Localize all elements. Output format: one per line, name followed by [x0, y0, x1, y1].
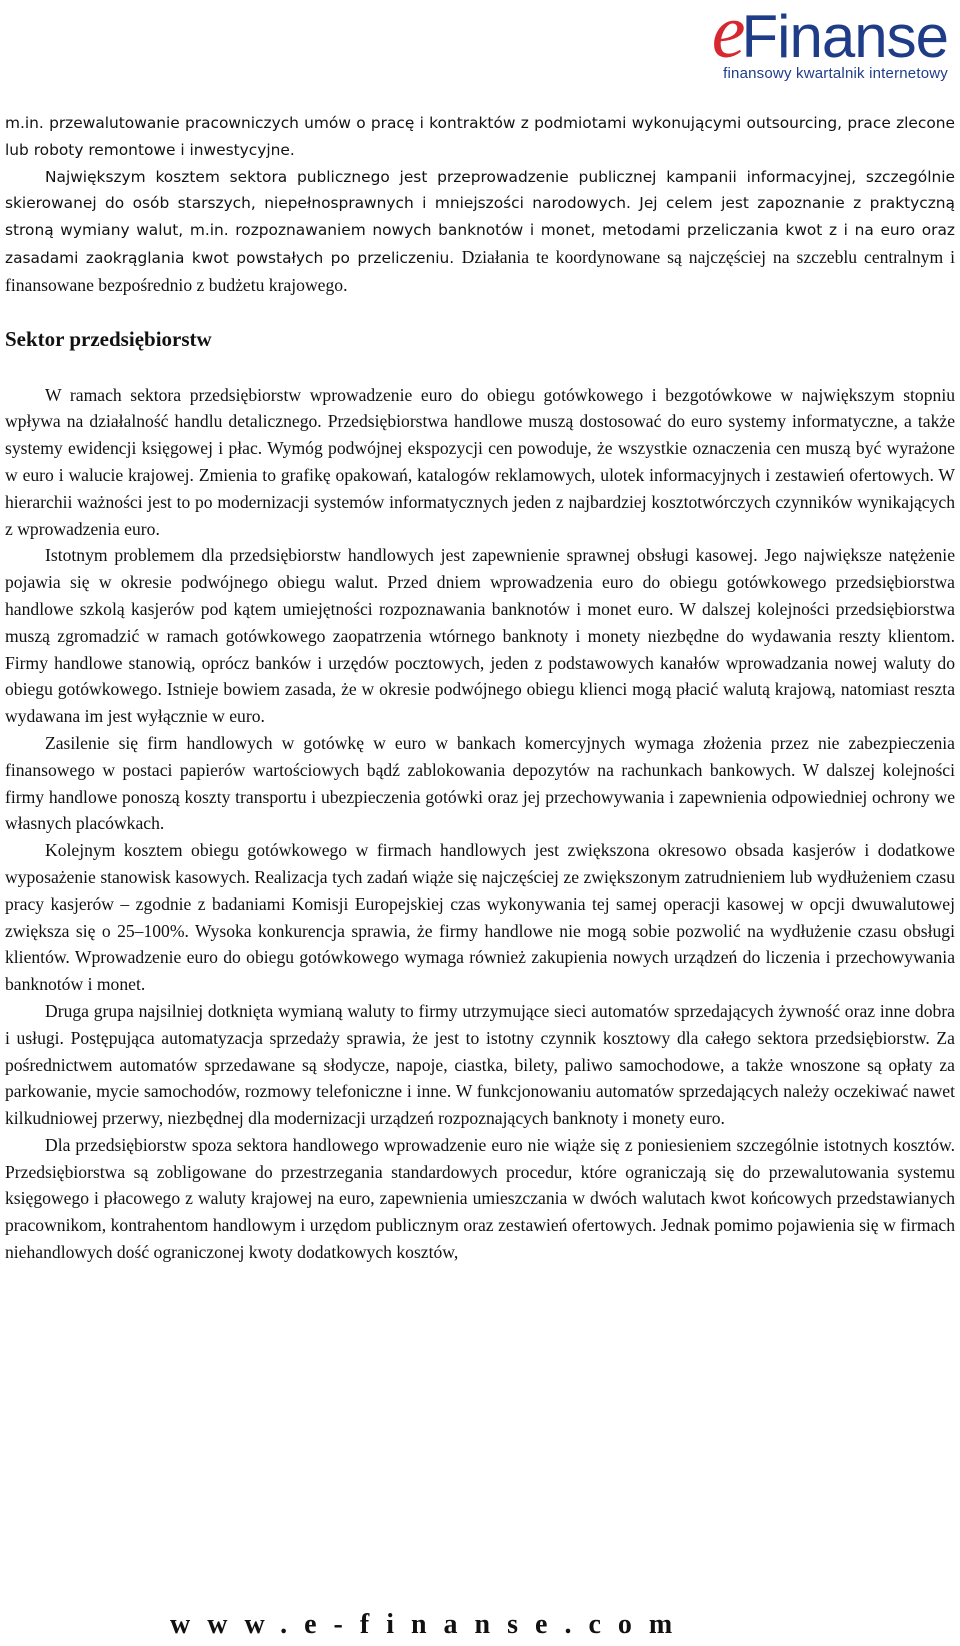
section-title: Sektor przedsiębiorstw: [5, 326, 212, 351]
section-paragraph-6: Dla przedsiębiorstw spoza sektora handlowego wprowadzenie euro nie wiąże się z poniesieniem szczególnie istotnych kosztów. Przedsiębiorstwa są zobligowane do przestrzegania standardowych procedur, które ograniczają się do przewalutowania systemu księgowego i płacowego z waluty krajowej na euro, zapewnienia umieszczania w dwóch walutach kwot końcowych przedstawianych pracownikom, kontrahentom handlowym i urzędom publicznym oraz zestawień ofertowych. Jednak pomimo pojawienia się w firmach niehandlowych dość ograniczonej kwoty dodatkowych kosztów,: [5, 1134, 955, 1263]
paragraph-public-sector-cost: [5, 164, 955, 300]
paragraph-continuation: m.in. przewalutowanie pracowniczych umów o pracę i kontraktów z podmiotami wykonującymi outsourcing, prace zlecone lub roboty remontowe i inwestycyjne.: [5, 114, 955, 159]
logo-tagline: finansowy kwartalnik internetowy: [723, 65, 948, 82]
section-paragraph-2: Istotnym problemem dla przedsiębiorstw handlowych jest zapewnienie sprawnej obsługi kasowej. Jego największe natężenie pojawia się w okresie podwójnego obiegu walut. Przed dniem wprowadzenia euro do obiegu gotówkowego przedsiębiorstwa handlowe szkolą kasjerów pod kątem umiejętności rozpoznawania banknotów i monet euro. W dalszej kolejności przedsiębiorstwa muszą zgromadzić w ramach gotówkowego zaopatrzenia wtórnego banknoty i monety niezbędne do wydawania reszty klientom. Firmy handlowe stanowią, oprócz banków i urzędów pocztowych, jeden z podstawowych kanałów wprowadzania nowej waluty do obiegu gotówkowego. Istnieje bowiem zasada, że w okresie podwójnego obiegu klienci mogą płacić walutą krajową, natomiast reszta wydawana im jest wyłącznie w euro.: [5, 545, 955, 727]
document-body: [5, 110, 955, 1266]
paragraph-public-sector-tail: Działania te koordynowane są najczęściej na szczeblu centralnym i finansowane bezpośrednio z budżetu krajowego.: [5, 246, 955, 295]
section-paragraph-3: Zasilenie się firm handlowych w gotówkę w euro w bankach komercyjnych wymaga złożenia przez nie zabezpieczenia finansowego w postaci papierów wartościowych bądź zablokowania depozytów na rachunkach bankowych. W dalszej kolejności firmy handlowe ponoszą koszty transportu i ubezpieczenia gotówki oraz jej przechowywania i zapewnienia odpowiedniej ochrony we własnych placówkach.: [5, 732, 955, 834]
logo-e-letter: e: [711, 0, 745, 74]
efinanse-logo: [689, 0, 954, 90]
paragraph-public-sector-text: Największym kosztem sektora publicznego jest przeprowadzenie publicznej kampanii informacyjnej, szczególnie skierowanej do osób starszych, niepełnosprawnych i mniejszości narodowych. Jej celem jest zapoznanie z praktyczną stroną wymiany walut, m.in. rozpoznawaniem nowych banknotów i monet, metodami przeliczania kwot z i na euro oraz zasadami zaokrąglania kwot powstałych po przeliczeniu.: [5, 167, 955, 267]
logo-finanse-text: Finanse: [741, 3, 948, 70]
section-paragraph-1: W ramach sektora przedsiębiorstw wprowadzenie euro do obiegu gotówkowego i bezgotówkowe w największym stopniu wpływa na działalność handlu detalicznego. Przedsiębiorstwa handlowe muszą dostosować do euro systemy informatyczne, a także systemy ewidencji księgowej i płac. Wymóg podwójnej ekspozycji cen powoduje, że wszystkie oznaczenia cen muszą być wyrażone w euro i walucie krajowej. Zmienia to grafikę opakowań, katalogów reklamowych, ulotek informacyjnych i zestawień ofertowych. W hierarchii ważności jest to po modernizacji systemów informatycznych jeden z najbardziej kosztotwórczych czynników wynikających z wprowadzenia euro.: [5, 384, 955, 539]
section-paragraph-4: Kolejnym kosztem obiegu gotówkowego w firmach handlowych jest zwiększona okresowo obsada kasjerów i dodatkowe wyposażenie stanowisk kasowych. Realizacja tych zadań wiąże się najczęściej ze zwiększonym zatrudnieniem lub wydłużeniem czasu pracy kasjerów – zgodnie z badaniami Komisji Europejskiej czas wykonywania tej samej operacji kasowej w opcji dwuwalutowej zwiększa się o 25–100%. Wysoka konkurencja sprawia, że firmy handlowe nie mogą sobie pozwolić na wydłużenie czasu obsługi klientów. Wprowadzenie euro do obiegu gotówkowego wymaga również zakupienia nowych urządzeń do liczenia i przechowywania banknotów i monet.: [5, 840, 955, 995]
footer-url: www.e-finanse.com: [170, 1609, 690, 1640]
section-paragraph-5: Druga grupa najsilniej dotknięta wymianą waluty to firmy utrzymujące sieci automatów sprzedających żywność oraz inne dobra i usługi. Postępująca automatyzacja sprzedaży sprawia, że jest to istotny czynnik kosztowy dla całego sektora przedsiębiorstw. Za pośrednictwem automatów sprzedawane są słodycze, napoje, ciastka, bilety, paliwo samochodowe, a także wnoszone są opłaty za parkowanie, mycie samochodów, rozmowy telefoniczne i inne. W funkcjonowaniu automatów sprzedających należy oczekiwać nawet kilkudniowej przerwy, niezbędnej dla modernizacji urządzeń rozpoznających banknoty i monety euro.: [5, 1000, 955, 1129]
